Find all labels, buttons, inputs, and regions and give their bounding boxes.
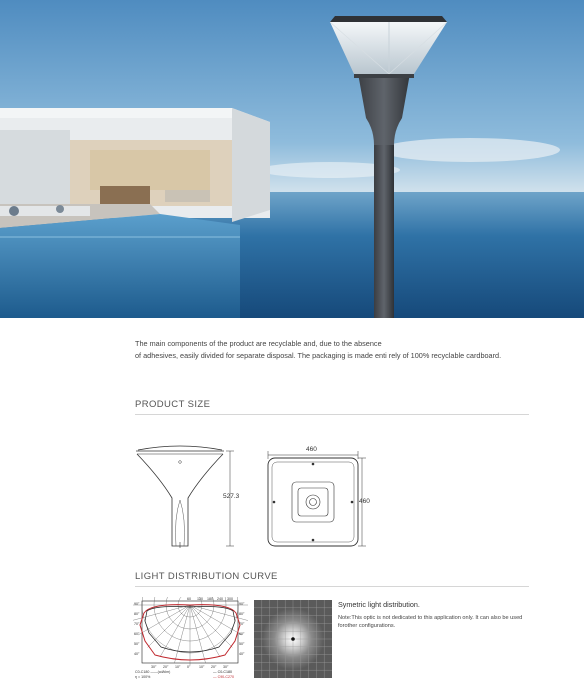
polar-right-tick: 40° [239, 652, 245, 656]
polar-top-tick: 120 [197, 597, 203, 601]
polar-left-tick: 80° [134, 612, 140, 616]
polar-legend-left-1: C0-C180 ——(cd/klm) [135, 670, 171, 674]
polar-left-tick: 70° [134, 622, 140, 626]
polar-left-tick: 50° [134, 642, 140, 646]
polar-left-tick: 90° [134, 602, 140, 606]
top-view-drawing [262, 442, 372, 550]
polar-bottom-tick: 30° [151, 665, 157, 669]
polar-legend-left-2: η = 100% [135, 675, 151, 679]
polar-top-tick: 180 [207, 597, 213, 601]
light-distribution-divider [135, 586, 529, 587]
intro-line-2: of adhesives, easily divided for separate disposal. The packaging is made enti rely of 100% recyclable cardboard. [135, 351, 502, 360]
polar-top-tick: 240 [217, 597, 223, 601]
polar-right-tick: 90° [239, 602, 245, 606]
polar-top-tick: 60 [187, 597, 191, 601]
side-view-drawing [130, 438, 250, 553]
polar-right-tick: 80° [239, 612, 245, 616]
polar-top-tick: 300 [227, 597, 233, 601]
product-size-divider [135, 414, 529, 415]
polar-bottom-tick: 10° [175, 665, 181, 669]
product-size-title: PRODUCT SIZE [135, 399, 211, 410]
hero-scene [0, 0, 584, 318]
polar-bottom-tick: 20° [211, 665, 217, 669]
polar-right-tick: 70° [239, 622, 245, 626]
polar-bottom-tick: 0° [187, 665, 191, 669]
depth-dimension: 460 [359, 498, 370, 505]
height-dimension: 527.3 [223, 493, 240, 500]
light-distribution-title: LIGHT DISTRIBUTION CURVE [135, 571, 278, 582]
intro-line-1: The main components of the product are recyclable and, due to the absence [135, 339, 382, 348]
polar-right-tick: 50° [239, 642, 245, 646]
symmetric-distribution-label: Symetric light distribution. [338, 600, 420, 609]
isolux-diagram [254, 600, 332, 678]
polar-left-tick: 40° [134, 652, 140, 656]
polar-legend-right-1: — C0-C180 [213, 670, 232, 674]
polar-right-tick: 60° [239, 632, 245, 636]
polar-left-tick: 60° [134, 632, 140, 636]
intro-text [135, 338, 555, 362]
width-dimension: 460 [306, 446, 317, 453]
optic-note: Note:This optic is not dedicated to this application only. It can also be used forother configurations. [338, 615, 523, 629]
polar-bottom-tick: 20° [163, 665, 169, 669]
polar-bottom-tick: 10° [199, 665, 205, 669]
polar-distribution-chart [133, 597, 248, 681]
polar-bottom-tick: 30° [223, 665, 229, 669]
polar-legend-right-2: — C90-C270 [213, 675, 234, 679]
hero-image [0, 0, 584, 318]
